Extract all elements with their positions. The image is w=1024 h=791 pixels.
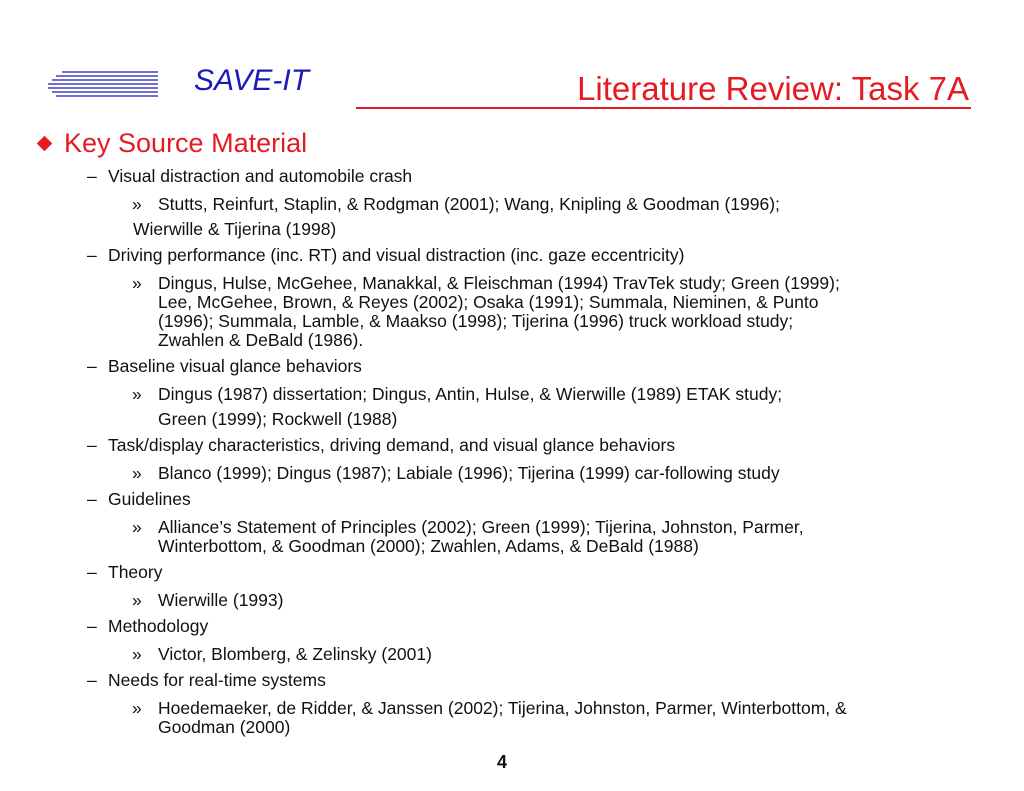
reference-text: Zwahlen & DeBald (1986). (158, 330, 364, 350)
chevron-marker: » (132, 194, 142, 214)
reference-text-continued: Green (1999); Rockwell (1988) (158, 409, 398, 429)
reference-item (34, 591, 994, 610)
chevron-marker: » (132, 273, 142, 293)
reference-text: Lee, McGehee, Brown, & Reyes (2002); Osaka (1991); Summala, Nieminen, & Punto (158, 292, 819, 312)
section-label: Driving performance (inc. RT) and visual distraction (inc. gaze eccentricity) (108, 245, 685, 265)
reference-item (34, 464, 994, 483)
key-heading (34, 126, 994, 160)
section-label: Baseline visual glance behaviors (108, 356, 362, 376)
reference-item (34, 385, 994, 429)
dash-marker: – (87, 166, 97, 186)
dash-marker: – (87, 670, 97, 690)
section-heading (34, 616, 994, 637)
reference-text: Victor, Blomberg, & Zelinsky (2001) (158, 644, 432, 664)
logo-text: SAVE-IT (194, 64, 310, 97)
reference-text: Alliance’s Statement of Principles (2002); Green (1999); Tijerina, Johnston, Parmer, (158, 517, 804, 537)
dash-marker: – (87, 435, 97, 455)
section-heading (34, 489, 994, 510)
reference-item (34, 195, 994, 239)
reference-item (34, 518, 994, 556)
dash-marker: – (87, 562, 97, 582)
reference-text: Goodman (2000) (158, 717, 291, 737)
chevron-marker: » (132, 698, 142, 718)
section-heading (34, 245, 994, 266)
section-heading (34, 435, 994, 456)
dash-marker: – (87, 245, 97, 265)
diamond-icon (37, 135, 53, 151)
reference-item (34, 699, 994, 737)
chevron-marker: » (132, 463, 142, 483)
chevron-marker: » (132, 590, 142, 610)
reference-text: Hoedemaeker, de Ridder, & Janssen (2002); Tijerina, Johnston, Parmer, Winterbottom, & (158, 698, 847, 718)
section-heading (34, 562, 994, 583)
dash-marker: – (87, 356, 97, 376)
chevron-marker: » (132, 517, 142, 537)
page-number: 4 (497, 752, 508, 772)
title-underline (356, 107, 971, 109)
reference-item (34, 274, 994, 350)
slide-body (34, 126, 994, 737)
speed-lines-icon (48, 70, 158, 100)
section-label: Needs for real-time systems (108, 670, 326, 690)
section-label: Methodology (108, 616, 209, 636)
reference-text: Winterbottom, & Goodman (2000); Zwahlen, Adams, & DeBald (1988) (158, 536, 699, 556)
reference-text: Wierwille (1993) (158, 590, 284, 610)
chevron-marker: » (132, 644, 142, 664)
section-list (34, 166, 994, 737)
reference-text: Dingus (1987) dissertation; Dingus, Antin, Hulse, & Wierwille (1989) ETAK study; (158, 384, 783, 404)
dash-marker: – (87, 489, 97, 509)
section-heading (34, 670, 994, 691)
section-label: Task/display characteristics, driving demand, and visual glance behaviors (108, 435, 676, 455)
save-it-logo (48, 64, 310, 106)
reference-text: (1996); Summala, Lamble, & Maakso (1998); Tijerina (1996) truck workload study; (158, 311, 794, 331)
chevron-marker: » (132, 384, 142, 404)
reference-text: Blanco (1999); Dingus (1987); Labiale (1996); Tijerina (1999) car-following study (158, 463, 780, 483)
reference-text: Dingus, Hulse, McGehee, Manakkal, & Fleischman (1994) TravTek study; Green (1999); (158, 273, 840, 293)
reference-text-continued: Wierwille & Tijerina (1998) (133, 219, 337, 239)
reference-item (34, 645, 994, 664)
reference-text: Stutts, Reinfurt, Staplin, & Rodgman (2001); Wang, Knipling & Goodman (1996); (158, 194, 780, 214)
section-label: Theory (108, 562, 163, 582)
dash-marker: – (87, 616, 97, 636)
section-heading (34, 166, 994, 187)
section-label: Guidelines (108, 489, 191, 509)
slide-title: Literature Review: Task 7A (577, 70, 969, 107)
key-heading-label: Key Source Material (64, 127, 308, 158)
section-label: Visual distraction and automobile crash (108, 166, 413, 186)
section-heading (34, 356, 994, 377)
